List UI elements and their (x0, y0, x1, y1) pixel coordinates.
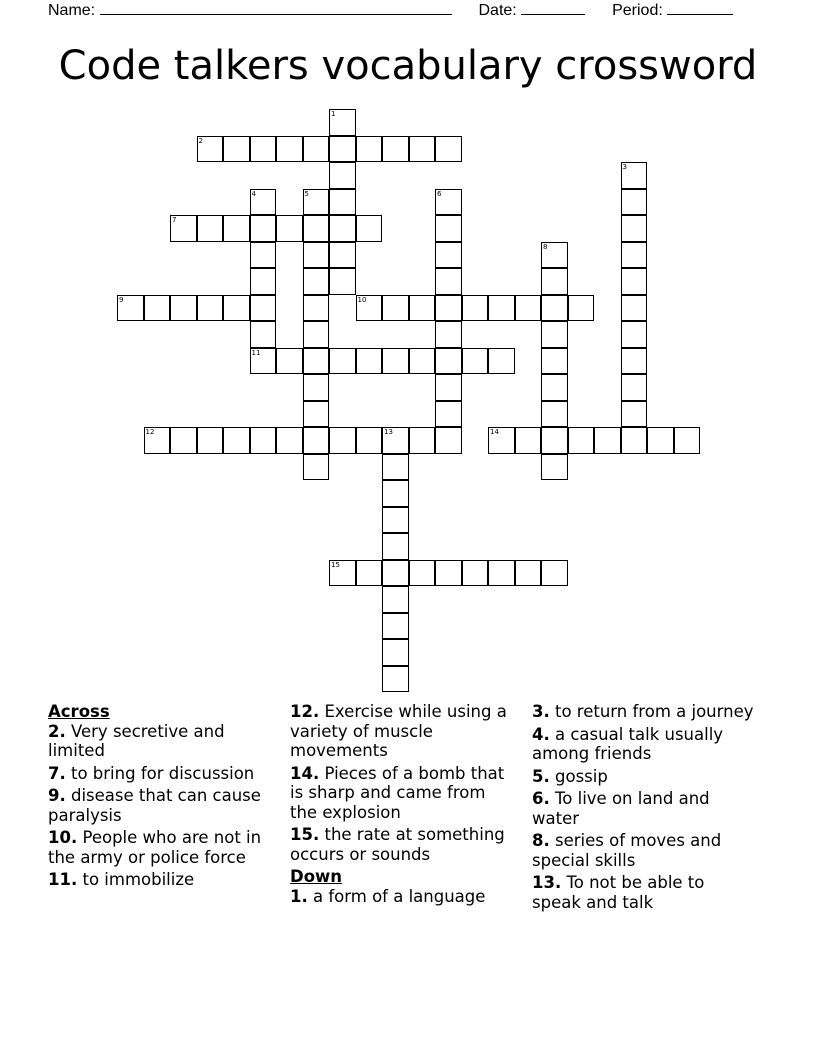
page-title: Code talkers vocabulary crossword (58, 43, 758, 89)
clue-number: 12. (290, 702, 320, 721)
clue-number: 6. (532, 789, 550, 808)
grid-cell[interactable] (541, 454, 568, 481)
grid-cell[interactable] (621, 242, 648, 269)
grid-cell[interactable] (488, 560, 515, 587)
grid-cell[interactable] (435, 560, 462, 587)
clue-number: 7. (48, 763, 66, 783)
grid-cell[interactable] (541, 268, 568, 295)
across-clue-7 (48, 764, 274, 784)
grid-cell[interactable] (382, 427, 409, 454)
down-clue-1 (290, 887, 516, 907)
grid-cell[interactable] (382, 586, 409, 613)
grid-cell[interactable] (541, 560, 568, 587)
grid-cell[interactable] (197, 427, 224, 454)
grid-cell[interactable] (435, 401, 462, 428)
down-clue-8 (532, 831, 758, 870)
across-clue-11 (48, 870, 274, 890)
grid-cell[interactable] (303, 454, 330, 481)
grid-cell[interactable] (382, 666, 409, 693)
clue-number: 1. (290, 886, 308, 906)
clue-text: People who are not in the army or police force (48, 828, 262, 867)
grid-cell[interactable] (303, 268, 330, 295)
date-label: Date: (478, 2, 517, 19)
cell-number: 10 (357, 295, 367, 304)
grid-cell[interactable] (621, 321, 648, 348)
clues-column-3 (532, 702, 758, 915)
grid-cell[interactable] (621, 374, 648, 401)
date-blank[interactable] (521, 0, 585, 15)
down-clue-6 (532, 789, 758, 828)
cell-number: 1 (331, 110, 336, 118)
clue-text: gossip (549, 766, 608, 786)
grid-cell[interactable] (223, 427, 250, 454)
grid-cell[interactable] (435, 215, 462, 242)
grid-cell[interactable] (674, 427, 701, 454)
clue-text: To live on land and water (532, 789, 710, 828)
cell-number: 5 (304, 189, 309, 198)
grid-cell[interactable] (250, 427, 277, 454)
grid-cell[interactable] (488, 427, 515, 454)
grid-cell[interactable] (435, 427, 462, 454)
clue-text: to immobilize (77, 870, 195, 889)
cell-number: 6 (437, 189, 442, 198)
grid-cell[interactable] (250, 321, 277, 348)
across-clue-10 (48, 828, 274, 867)
grid-cell[interactable] (462, 348, 489, 375)
grid-cell[interactable] (621, 162, 648, 189)
across-clue-12 (290, 702, 516, 761)
grid-cell[interactable] (303, 242, 330, 269)
grid-cell[interactable] (329, 348, 356, 375)
cell-number: 9 (119, 295, 124, 304)
cell-number: 7 (172, 216, 177, 224)
grid-cell[interactable] (594, 427, 621, 454)
grid-cell[interactable] (356, 427, 383, 454)
grid-cell[interactable] (382, 454, 409, 481)
grid-cell[interactable] (303, 136, 330, 163)
grid-cell[interactable] (409, 295, 436, 322)
clue-number: 9. (48, 786, 66, 805)
grid-cell[interactable] (621, 189, 648, 216)
down-clue-5 (532, 767, 758, 787)
clues-column-2 (290, 702, 516, 909)
grid-cell[interactable] (647, 427, 674, 454)
clue-text: a casual talk usually among friends (532, 724, 724, 763)
grid-cell[interactable] (515, 295, 542, 322)
grid-cell[interactable] (250, 189, 277, 216)
grid-cell[interactable] (329, 189, 356, 216)
grid-cell[interactable] (303, 348, 330, 375)
grid-cell[interactable] (170, 295, 197, 322)
grid-cell[interactable] (276, 427, 303, 454)
grid-cell[interactable] (409, 560, 436, 587)
clue-text: Very secretive and limited (48, 721, 225, 760)
grid-cell[interactable] (621, 401, 648, 428)
clue-text: Pieces of a bomb that is sharp and came from the explosion (290, 763, 505, 822)
grid-cell[interactable] (303, 427, 330, 454)
clue-number: 15. (290, 825, 320, 844)
grid-cell[interactable] (515, 427, 542, 454)
grid-cell[interactable] (435, 295, 462, 322)
grid-cell[interactable] (144, 427, 171, 454)
grid-cell[interactable] (356, 348, 383, 375)
grid-cell[interactable] (276, 348, 303, 375)
grid-cell[interactable] (250, 295, 277, 322)
clue-text: Exercise while using a variety of muscle movements (290, 702, 507, 760)
clue-number: 2. (48, 721, 66, 741)
header-fields (48, 0, 733, 20)
grid-cell[interactable] (250, 242, 277, 269)
grid-cell[interactable] (621, 348, 648, 375)
across-heading: Across (48, 702, 110, 721)
grid-cell[interactable] (409, 348, 436, 375)
grid-cell[interactable] (382, 560, 409, 587)
down-heading: Down (290, 867, 343, 886)
clue-number: 11. (48, 870, 78, 889)
across-clue-14 (290, 764, 516, 823)
grid-cell[interactable] (435, 136, 462, 163)
grid-cell[interactable] (435, 321, 462, 348)
grid-cell[interactable] (303, 321, 330, 348)
grid-cell[interactable] (621, 215, 648, 242)
grid-cell[interactable] (329, 215, 356, 242)
grid-cell[interactable] (356, 136, 383, 163)
grid-cell[interactable] (541, 242, 568, 269)
cell-number: 8 (543, 242, 548, 251)
grid-cell[interactable] (329, 136, 356, 163)
down-clue-4 (532, 725, 758, 764)
grid-cell[interactable] (303, 189, 330, 216)
grid-cell[interactable] (621, 268, 648, 295)
grid-cell[interactable] (356, 560, 383, 587)
period-label: Period: (612, 2, 663, 19)
grid-cell[interactable] (250, 136, 277, 163)
cell-number: 2 (198, 136, 203, 145)
grid-cell[interactable] (541, 321, 568, 348)
grid-cell[interactable] (170, 215, 197, 242)
cell-number: 12 (145, 428, 155, 436)
grid-cell[interactable] (329, 427, 356, 454)
cell-number: 11 (251, 348, 261, 357)
down-clue-3 (532, 702, 758, 722)
clue-text: series of moves and special skills (532, 831, 722, 870)
grid-cell[interactable] (223, 136, 250, 163)
clue-text: disease that can cause paralysis (48, 786, 261, 825)
grid-cell[interactable] (250, 268, 277, 295)
grid-cell[interactable] (568, 295, 595, 322)
grid-cell[interactable] (303, 401, 330, 428)
grid-cell[interactable] (382, 480, 409, 507)
grid-cell[interactable] (382, 295, 409, 322)
grid-cell[interactable] (329, 560, 356, 587)
down-clue-13 (532, 873, 758, 912)
cell-number: 13 (384, 428, 393, 436)
grid-cell[interactable] (541, 427, 568, 454)
grid-cell[interactable] (541, 348, 568, 375)
grid-cell[interactable] (435, 268, 462, 295)
grid-cell[interactable] (276, 136, 303, 163)
across-clue-9 (48, 786, 274, 825)
grid-cell[interactable] (170, 427, 197, 454)
grid-cell[interactable] (488, 348, 515, 375)
grid-cell[interactable] (329, 162, 356, 189)
clue-text: to return from a journey (549, 702, 754, 721)
clue-number: 8. (532, 831, 550, 850)
grid-cell[interactable] (382, 348, 409, 375)
cell-number: 14 (490, 428, 499, 436)
across-clue-15 (290, 825, 516, 864)
grid-cell[interactable] (329, 268, 356, 295)
grid-cell[interactable] (303, 295, 330, 322)
clues-column-1 (48, 702, 274, 893)
grid-cell[interactable] (382, 613, 409, 640)
grid-cell[interactable] (515, 560, 542, 587)
grid-cell[interactable] (541, 295, 568, 322)
clue-number: 10. (48, 828, 78, 847)
grid-cell[interactable] (197, 295, 224, 322)
grid-cell[interactable] (435, 348, 462, 375)
grid-cell[interactable] (568, 427, 595, 454)
grid-cell[interactable] (435, 242, 462, 269)
grid-cell[interactable] (435, 189, 462, 216)
clue-number: 13. (532, 873, 562, 892)
clue-number: 3. (532, 702, 550, 721)
cell-number: 15 (331, 560, 340, 569)
clue-text: the rate at something occurs or sounds (290, 825, 505, 864)
grid-cell[interactable] (197, 136, 224, 163)
grid-cell[interactable] (382, 507, 409, 534)
grid-cell[interactable] (382, 533, 409, 560)
grid-cell[interactable] (488, 295, 515, 322)
grid-cell[interactable] (541, 401, 568, 428)
grid-cell[interactable] (621, 427, 648, 454)
grid-cell[interactable] (621, 295, 648, 322)
name-blank[interactable] (100, 0, 452, 15)
clue-text: to bring for discussion (65, 763, 255, 783)
name-label: Name: (48, 2, 96, 19)
grid-cell[interactable] (541, 374, 568, 401)
cell-number: 4 (251, 189, 256, 198)
grid-cell[interactable] (462, 560, 489, 587)
clue-text: a form of a language (307, 886, 486, 906)
grid-cell[interactable] (223, 215, 250, 242)
grid-cell[interactable] (356, 295, 383, 322)
grid-cell[interactable] (329, 242, 356, 269)
grid-cell[interactable] (409, 136, 436, 163)
clue-number: 5. (532, 766, 550, 786)
clue-text: To not be able to speak and talk (532, 873, 705, 912)
grid-cell[interactable] (409, 427, 436, 454)
grid-cell[interactable] (356, 215, 383, 242)
grid-cell[interactable] (329, 109, 356, 136)
grid-cell[interactable] (303, 215, 330, 242)
grid-cell[interactable] (382, 639, 409, 666)
clue-number: 14. (290, 763, 320, 783)
clue-number: 4. (532, 724, 550, 744)
grid-cell[interactable] (197, 215, 224, 242)
grid-cell[interactable] (462, 295, 489, 322)
grid-cell[interactable] (382, 136, 409, 163)
grid-cell[interactable] (250, 215, 277, 242)
grid-cell[interactable] (276, 215, 303, 242)
cell-number: 3 (622, 163, 627, 171)
grid-cell[interactable] (144, 295, 171, 322)
grid-cell[interactable] (250, 348, 277, 375)
grid-cell[interactable] (303, 374, 330, 401)
grid-cell[interactable] (223, 295, 250, 322)
across-clue-2 (48, 722, 274, 761)
grid-cell[interactable] (117, 295, 144, 322)
period-blank[interactable] (667, 0, 733, 15)
grid-cell[interactable] (435, 374, 462, 401)
